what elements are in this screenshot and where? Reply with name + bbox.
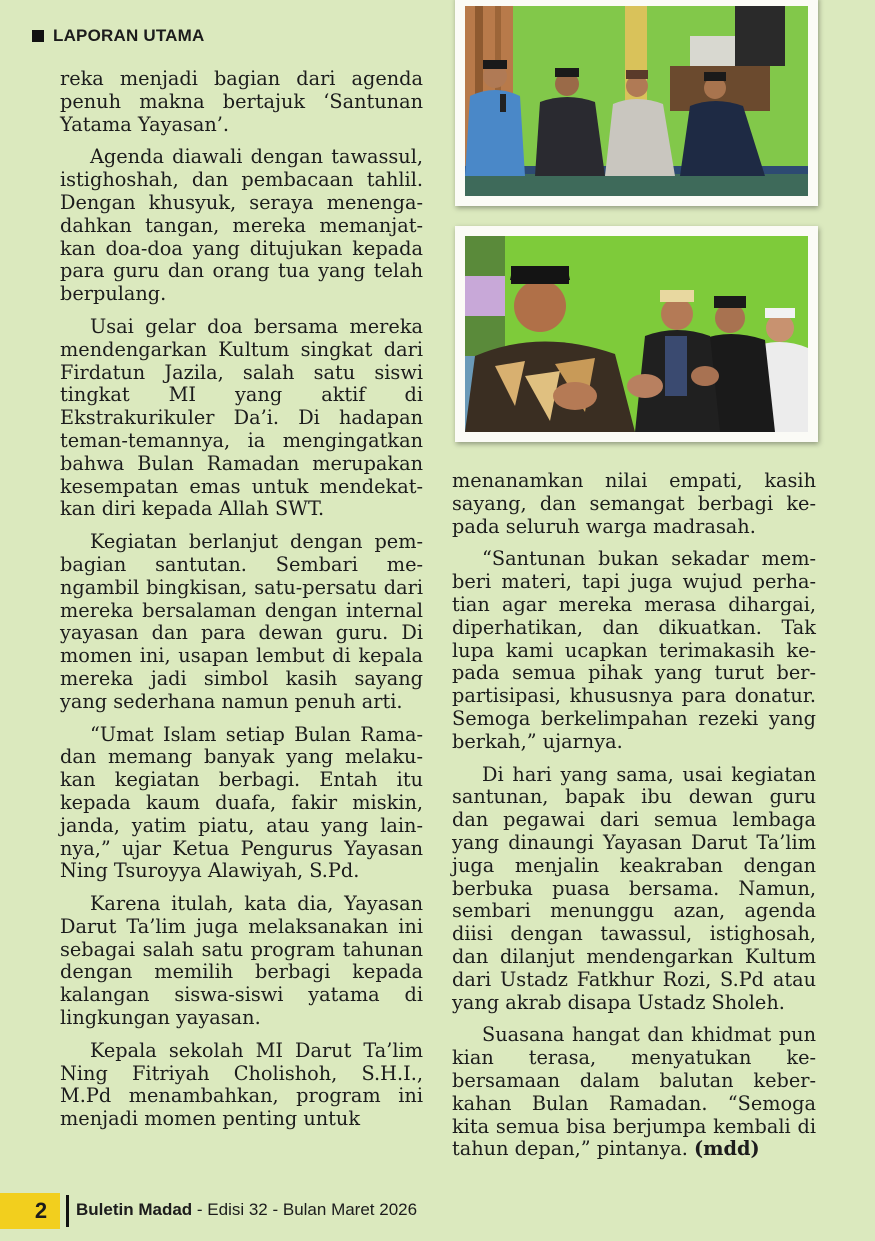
paragraph: Usai gelar doa bersama mereka mendengarkan Kultum singkat dari Firdatun Jazila, salah satu siswi tingkat MI yang aktif di Ekstrakurikuler Da’i. Di hadapan teman-temannya, ia mengingatkan bahwa Bulan Ramadan merupakan kesempatan emas untuk mendekatkan diri kepada Allah SWT.	[60, 314, 423, 521]
paragraph: Kegiatan berlanjut dengan pembagian santutan. Sembari mengambil bingkisan, satu-persatu dari mereka bersalaman dengan internal yayasan dan para dewan guru. Di momen ini, usapan lembut di kepala mereka jadi simbol kasih sayang yang sederhana namun penuh arti.	[60, 530, 423, 713]
paragraph-text: Suasana hangat dan khidmat pun kian terasa, menyatukan kebersamaan dalam balutan keberkahan Bulan Ramadan. “Semoga kita semua bisa berjumpa kembali di tahun depan,” pintanya.	[452, 1023, 816, 1161]
paragraph: menanamkan nilai empati, kasih sayang, dan semangat berbagi kepada seluruh warga madrasah.	[452, 469, 816, 538]
publication-name: Buletin Madad	[76, 1200, 193, 1219]
photo-frame	[455, 226, 818, 442]
paragraph: Di hari yang sama, usai kegiatan santunan, bapak ibu dewan guru dan pegawai dari semua lembaga yang dinaungi Yayasan Darut Ta’lim juga menjalin keakraban dengan berbuka puasa bersama. Namun, sembari menunggu azan, agenda diisi dengan tawassul, istighosah, dan dilanjut mendengarkan Kultum dari Ustadz Fatkhur Rozi, S.Pd atau yang akrab disapa Ustadz Sholeh.	[452, 762, 816, 1014]
footer-divider	[66, 1195, 69, 1227]
square-bullet-icon	[32, 30, 44, 42]
paragraph: Karena itulah, kata dia, Yayasan Darut Ta’lim juga melaksanakan ini sebagai salah satu program tahunan dengan memilih berbagi kepada kalangan siswa-siswi yatama di lingkungan yayasan.	[60, 892, 423, 1030]
page-number: 2	[0, 1193, 60, 1229]
footer-info	[76, 1200, 417, 1220]
photo-frame	[455, 0, 818, 206]
event-photo-speaker	[465, 6, 808, 196]
paragraph: Agenda diawali dengan tawassul, istighoshah, dan pembacaan tahlil. Dengan khusyuk, seraya menengadahkan tangan, mereka memanjatkan doa-doa yang ditujukan kepada para guru dan orang tua yang telah berpulang.	[60, 145, 423, 306]
left-text-column	[60, 68, 423, 1141]
paragraph: “Santunan bukan sekadar memberi materi, tapi juga wujud perhatian agar mereka merasa dihargai, diperhatikan, dan dikuatkan. Tak lupa kami ucapkan terimakasih kepada semua pihak yang turut berpartisipasi, khususnya para donatur. Semoga berkelimpahan rezeki yang berkah,” ujarnya.	[452, 547, 816, 753]
footer	[0, 1193, 875, 1229]
right-text-column	[452, 470, 816, 1171]
section-label: LAPORAN UTAMA	[53, 26, 205, 45]
section-header	[32, 26, 205, 46]
paragraph: reka menjadi bagian dari agenda penuh makna bertajuk ‘Santunan Yatama Yayasan’.	[60, 67, 423, 136]
event-photo-praying	[465, 236, 808, 432]
photo-illustration	[465, 236, 808, 432]
edition-info: - Edisi 32 - Bulan Maret 2026	[192, 1200, 418, 1219]
paragraph: Kepala sekolah MI Darut Ta’lim Ning Fitriyah Cholishoh, S.H.I., M.Pd menambahkan, program ini menjadi momen penting untuk	[60, 1038, 423, 1131]
photo-illustration	[465, 6, 808, 196]
paragraph: “Umat Islam setiap Bulan Ramadan memang banyak yang melakukan kegiatan berbagi. Entah itu kepada kaum duafa, fakir miskin, janda, yatim piatu, atau yang lainnya,” ujar Ketua Pengurus Yayasan Ning Tsuroyya Alawiyah, S.Pd.	[60, 722, 423, 883]
paragraph	[452, 1024, 816, 1161]
byline: (mdd)	[694, 1137, 760, 1161]
